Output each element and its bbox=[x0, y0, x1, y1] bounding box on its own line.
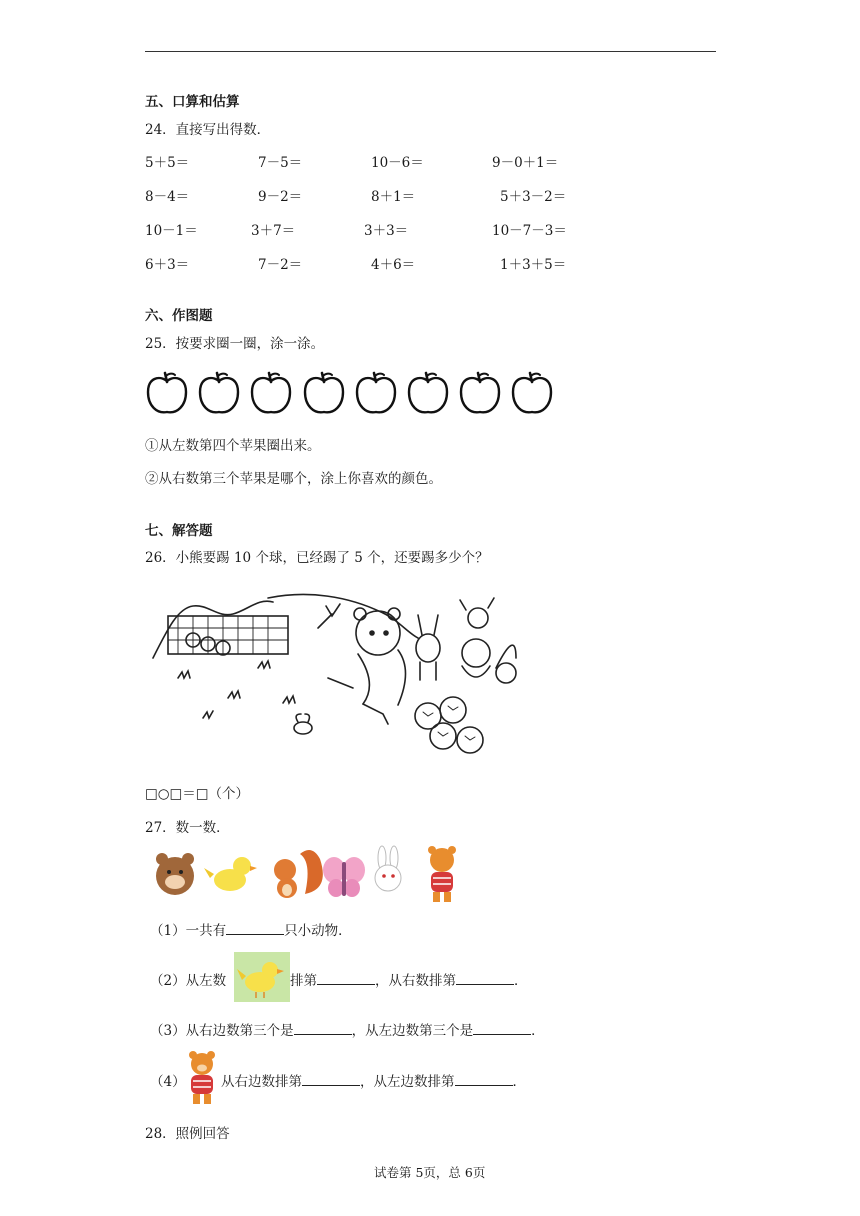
equation: 8－4＝ bbox=[145, 189, 190, 205]
sub-question-4-end: ． bbox=[512, 1074, 526, 1090]
sub-question-1 bbox=[150, 919, 352, 939]
apple-icon[interactable] bbox=[145, 370, 189, 416]
header-rule bbox=[145, 51, 716, 52]
butterfly-icon bbox=[323, 857, 365, 897]
sub-question-2-mid2: ，从右数排第 bbox=[375, 973, 456, 989]
apple-icon[interactable] bbox=[510, 370, 554, 416]
answer-template: □○□＝□（个） bbox=[145, 786, 250, 802]
question-28: 28．照例回答 bbox=[145, 1126, 230, 1142]
answer-blank[interactable] bbox=[317, 972, 375, 985]
apple-icon[interactable] bbox=[197, 370, 241, 416]
answer-blank[interactable] bbox=[294, 1022, 352, 1035]
equation: 5＋3－2＝ bbox=[500, 189, 567, 205]
sub-question-1-suffix: 只小动物． bbox=[284, 923, 352, 939]
animal-row-illustration bbox=[150, 844, 470, 904]
apple-icon[interactable] bbox=[249, 370, 293, 416]
bear-cub-icon bbox=[428, 846, 456, 902]
equation: 10－1＝ bbox=[145, 223, 198, 239]
equation: 6＋3＝ bbox=[145, 257, 190, 273]
apple-icon[interactable] bbox=[302, 370, 346, 416]
equation: 3＋3＝ bbox=[364, 223, 409, 239]
sub-question-3-end: ． bbox=[531, 1023, 545, 1039]
equation: 4＋6＝ bbox=[371, 257, 416, 273]
sub-question-4-mid2: ，从左边数排第 bbox=[360, 1074, 455, 1090]
sub-question-2 bbox=[290, 969, 528, 989]
sub-question-4-prefix: （4） bbox=[150, 1074, 186, 1090]
bird-icon bbox=[234, 952, 290, 1002]
equation: 1＋3＋5＝ bbox=[500, 257, 567, 273]
equation: 9－0＋1＝ bbox=[492, 155, 559, 171]
section-6-title: 六、作图题 bbox=[145, 308, 213, 324]
equation: 3＋7＝ bbox=[251, 223, 296, 239]
sub-question-3-mid: ，从左边数第三个是 bbox=[351, 1023, 474, 1039]
answer-blank[interactable] bbox=[455, 1073, 513, 1086]
bear-icon bbox=[156, 853, 194, 895]
answer-blank[interactable] bbox=[302, 1073, 360, 1086]
section-5-title: 五、口算和估算 bbox=[145, 94, 240, 110]
rabbit-icon bbox=[375, 846, 401, 891]
equation: 10－6＝ bbox=[371, 155, 424, 171]
answer-blank[interactable] bbox=[226, 922, 284, 935]
question-25: 25．按要求圈一圈，涂一涂。 bbox=[145, 336, 325, 352]
bird-icon bbox=[204, 857, 257, 891]
equation: 10－7－3＝ bbox=[492, 223, 567, 239]
sub-question-4-mid1: 从右边数排第 bbox=[221, 1074, 302, 1090]
apple-icon[interactable] bbox=[354, 370, 398, 416]
answer-blank[interactable] bbox=[473, 1022, 531, 1035]
equation: 9－2＝ bbox=[258, 189, 303, 205]
question-24: 24．直接写出得数． bbox=[145, 122, 271, 138]
page-footer: 试卷第 5页，总 6页 bbox=[374, 1165, 486, 1180]
soccer-scene-illustration bbox=[148, 588, 538, 768]
sub-question-2-mid1: 排第 bbox=[290, 973, 317, 989]
question-27: 27．数一数． bbox=[145, 820, 230, 836]
sub-question-3 bbox=[150, 1019, 545, 1039]
sub-question-2-prefix: （2）从左数 bbox=[150, 973, 227, 989]
bear-cub-icon bbox=[184, 1050, 220, 1106]
equation: 8＋1＝ bbox=[371, 189, 416, 205]
equation: 7－2＝ bbox=[258, 257, 303, 273]
apple-icon[interactable] bbox=[458, 370, 502, 416]
squirrel-icon bbox=[274, 850, 323, 898]
answer-blank[interactable] bbox=[456, 972, 514, 985]
sub-question-3-prefix: （3）从右边数第三个是 bbox=[150, 1023, 294, 1039]
equation: 7－5＝ bbox=[258, 155, 303, 171]
sub-question-1-prefix: （1）一共有 bbox=[150, 923, 227, 939]
apple-icon[interactable] bbox=[406, 370, 450, 416]
sub-question-4 bbox=[221, 1070, 526, 1090]
equation: 5＋5＝ bbox=[145, 155, 190, 171]
instruction-1: ①从左数第四个苹果圈出来。 bbox=[145, 438, 321, 454]
section-7-title: 七、解答题 bbox=[145, 523, 213, 539]
instruction-2: ②从右数第三个苹果是哪个，涂上你喜欢的颜色。 bbox=[145, 471, 442, 487]
sub-question-2-end: ． bbox=[514, 973, 528, 989]
question-26: 26．小熊要踢 10 个球，已经踢了 5 个，还要踢多少个？ bbox=[145, 550, 489, 566]
